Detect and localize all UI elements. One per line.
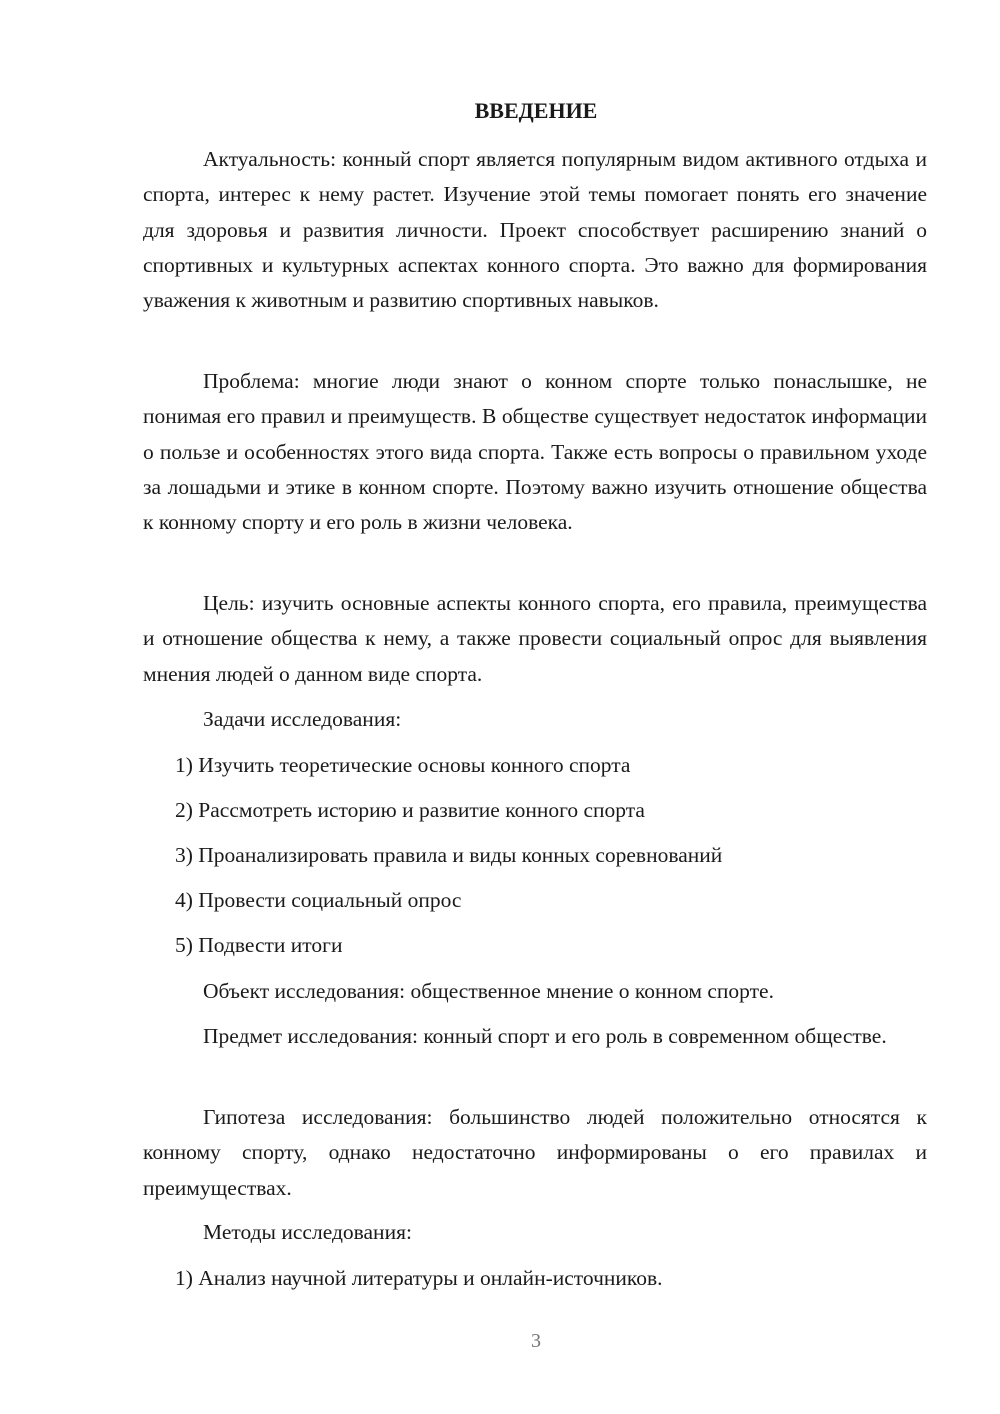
paragraph-subject: Предмет исследования: конный спорт и его роль в современном обществе. (203, 1024, 887, 1048)
methods-label: Методы исследования: (203, 1220, 412, 1244)
task-item: 5) Подвести итоги (175, 933, 343, 957)
tasks-label: Задачи исследования: (203, 707, 402, 731)
task-item: 4) Провести социальный опрос (175, 888, 462, 912)
paragraph-problem: Проблема: многие люди знают о конном спорте только понаслышке, не понимая его правил и преимуществ. В обществе существует недостаток информации о пользе и особенностях этого вида спорта. Также есть вопросы о правильном уходе за лошадьми и этике в конном спорте. Поэтому важно изучить отношение общества к конному спорту и его роль в жизни человека. (143, 369, 927, 535)
paragraph-object: Объект исследования: общественное мнение о конном спорте. (203, 979, 774, 1003)
task-item: 3) Проанализировать правила и виды конных соревнований (175, 843, 723, 867)
section-heading: ВВЕДЕНИЕ (474, 98, 598, 123)
paragraph-hypothesis: Гипотеза исследования: большинство людей положительно относятся к конному спорту, однако недостаточно информированы о его правилах и преимуществах. (143, 1105, 927, 1200)
paragraph-goal: Цель: изучить основные аспекты конного спорта, его правила, преимущества и отношение общества к нему, а также провести социальный опрос для выявления мнения людей о данном виде спорта. (143, 591, 927, 686)
paragraph-relevance: Актуальность: конный спорт является популярным видом активного отдыха и спорта, интерес к нему растет. Изучение этой темы помогает понять его значение для здоровья и развития личности. Проект способствует расширению знаний о спортивных и культурных аспектах конного спорта. Это важно для формирования уважения к животным и развитию спортивных навыков. (143, 147, 927, 313)
task-item: 2) Рассмотреть историю и развитие конного спорта (175, 798, 645, 822)
task-item: 1) Изучить теоретические основы конного спорта (175, 753, 631, 777)
method-item: 1) Анализ научной литературы и онлайн-источников. (175, 1266, 663, 1290)
page-number: 3 (531, 1330, 541, 1352)
